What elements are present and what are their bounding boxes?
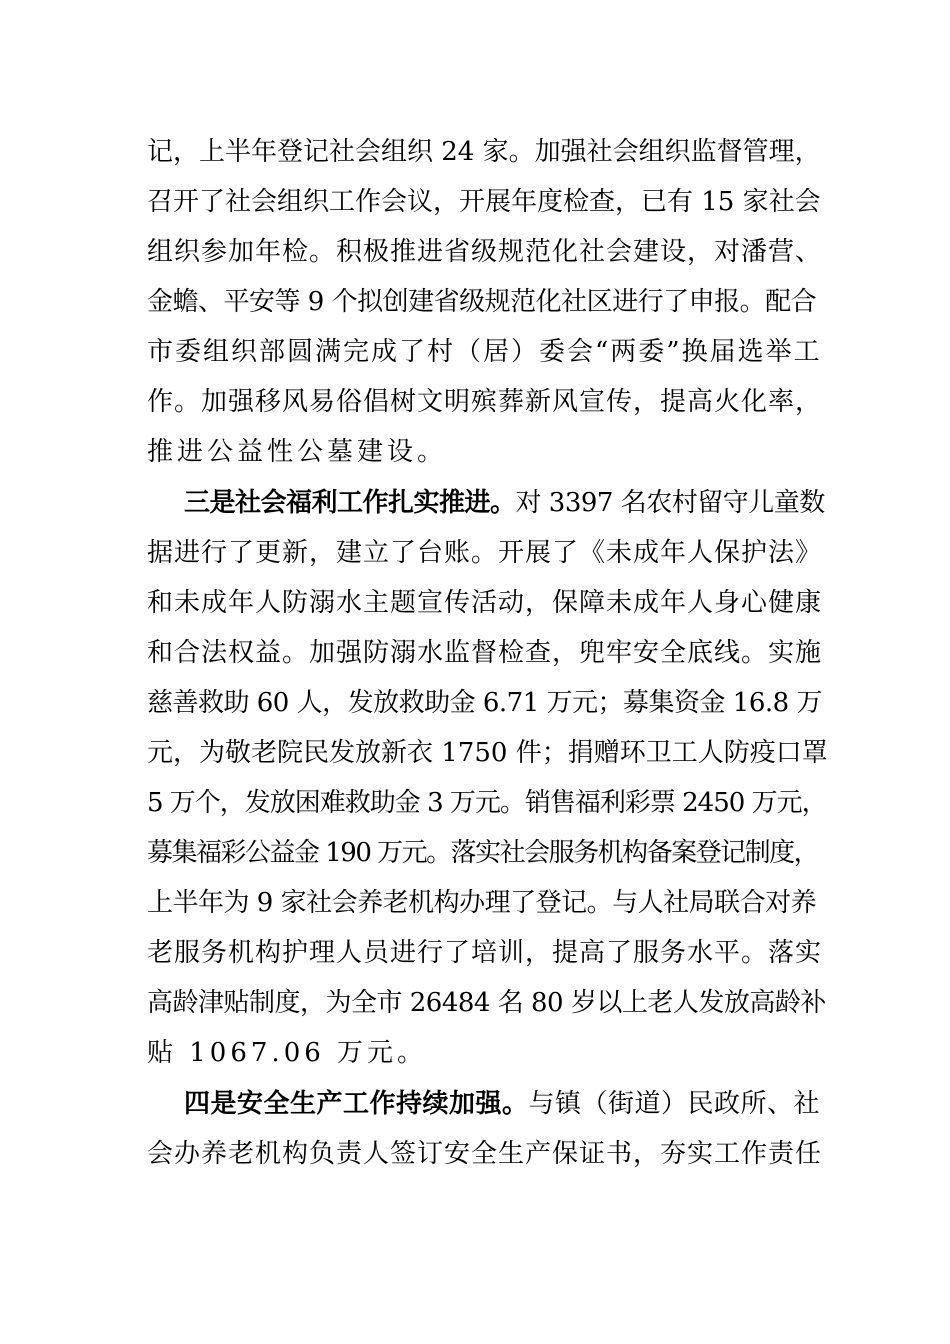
paragraph-2-line-8: 募集福彩公益金 190 万元。落实社会服务机构备案登记制度， — [147, 838, 819, 868]
paragraph-2-line-7: 5 万个，发放困难救助金 3 万元。销售福利彩票 2450 万元， — [147, 788, 827, 818]
paragraph-1-line-4: 金蟾、平安等 9 个拟创建省级规范化社区进行了申报。配合 — [147, 287, 817, 317]
paragraph-1-line-1: 记，上半年登记社会组织 24 家。加强社会组织监督管理， — [147, 137, 821, 167]
paragraph-3-first-line-text: 与镇（街道）民政所、社 — [528, 1089, 821, 1119]
paragraph-3-line-1 — [184, 1079, 820, 1129]
paragraph-3-lead-heading: 四是安全生产工作持续加强。 — [184, 1089, 529, 1119]
paragraph-2-lead-heading: 三是社会福利工作扎实推进。 — [184, 488, 516, 518]
paragraph-2-line-11: 高龄津贴制度，为全市 26484 名 80 岁以上老人发放高龄补 — [147, 988, 826, 1018]
paragraph-1-line-6: 作。加强移风易俗倡树文明殡葬新风宣传，提高火化率， — [147, 387, 823, 417]
paragraph-1-line-3: 组织参加年检。积极推进省级规范化社会建设，对潘营、 — [147, 237, 823, 267]
paragraph-2-line-5: 慈善救助 60 人，发放救助金 6.71 万元；募集资金 16.8 万 — [147, 688, 822, 718]
paragraph-2-line-9: 上半年为 9 家社会养老机构办理了登记。与人社局联合对养 — [147, 888, 817, 918]
paragraph-2-line-6: 元，为敬老院民发放新衣 1750 件；捐赠环卫工人防疫口罩 — [147, 738, 828, 768]
paragraph-1-line-7: 推进公益性公墓建设。 — [147, 437, 448, 467]
paragraph-2-line-1 — [184, 478, 825, 528]
paragraph-2-line-2: 据进行了更新，建立了台账。开展了《未成年人保护法》 — [147, 538, 823, 568]
paragraph-1-line-5: 市委组织部圆满完成了村（居）委会“两委”换届选举工 — [147, 337, 822, 367]
paragraph-2-line-3: 和未成年人防溺水主题宣传活动，保障未成年人身心健康 — [147, 588, 823, 618]
paragraph-2-line-10: 老服务机构护理人员进行了培训，提高了服务水平。落实 — [147, 938, 823, 968]
paragraph-2-line-4: 和合法权益。加强防溺水监督检查，兜牢安全底线。实施 — [147, 638, 823, 668]
paragraph-2-first-line-text: 对 3397 名农村留守儿童数 — [515, 488, 825, 518]
paragraph-1-line-2: 召开了社会组织工作会议，开展年度检查，已有 15 家社会 — [147, 187, 821, 217]
paragraph-2-line-12: 贴 1067.06 万元。 — [147, 1038, 428, 1068]
paragraph-3-line-2: 会办养老机构负责人签订安全生产保证书，夯实工作责任 — [147, 1139, 823, 1169]
